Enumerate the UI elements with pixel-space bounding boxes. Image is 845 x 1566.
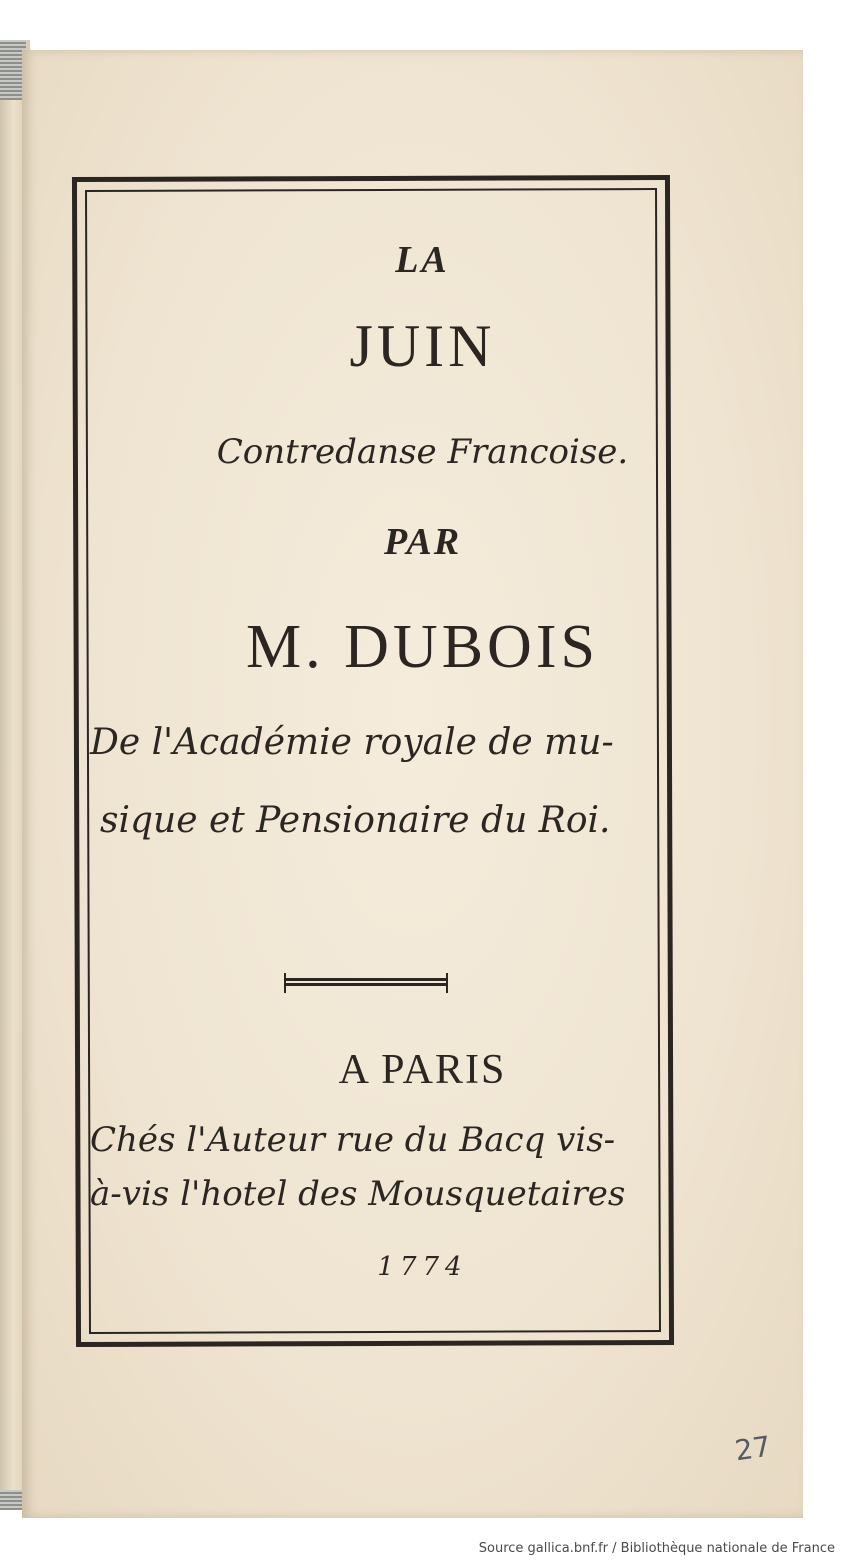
- author-affiliation-line-1: De l'Académie royale de mu-: [90, 722, 614, 763]
- imprint-address-line-1: Chés l'Auteur rue du Bacq vis-: [90, 1120, 616, 1160]
- title-article: LA: [395, 239, 450, 281]
- decorative-rule: [284, 978, 448, 986]
- source-credit: Source gallica.bnf.fr / Bibliothèque nationale de France: [478, 1541, 835, 1556]
- imprint-city: A PARIS: [338, 1047, 507, 1093]
- page-title: JUIN: [349, 313, 496, 379]
- author-affiliation-line-2: sique et Pensionaire du Roi.: [100, 800, 611, 841]
- by-line: PAR: [383, 521, 462, 563]
- author-name: M. DUBOIS: [246, 613, 599, 681]
- handwritten-shelfmark: 27: [732, 1429, 773, 1468]
- imprint-address-line-2: à-vis l'hotel des Mousquetaires: [90, 1174, 626, 1214]
- imprint-year: 1774: [377, 1252, 468, 1282]
- subtitle: Contredanse Francoise.: [216, 432, 629, 472]
